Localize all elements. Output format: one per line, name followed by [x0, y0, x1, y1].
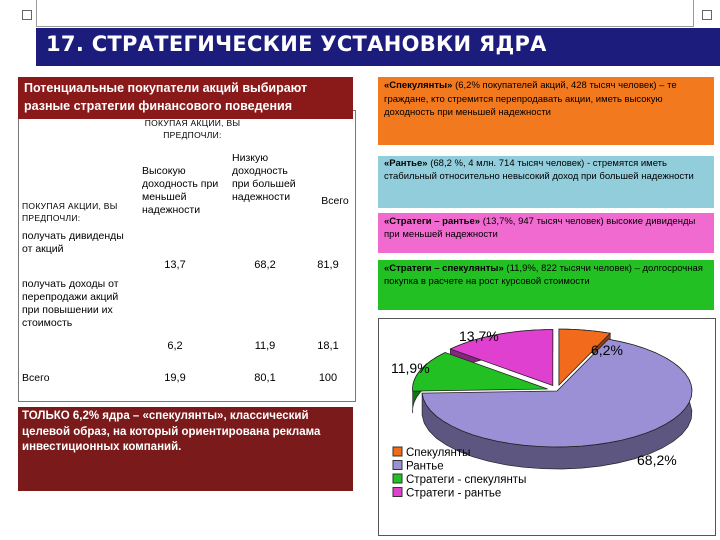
slide-frame [36, 0, 694, 27]
cell-value: 18,1 [317, 340, 339, 352]
legend-swatch [393, 474, 402, 483]
cell-value: 11,9 [254, 340, 276, 352]
col-header-high-yield: Высокую доходность при меньшей надежности [142, 165, 219, 216]
cell-value: 80,1 [254, 372, 276, 384]
cell-value: 13,7 [164, 259, 186, 271]
potential-buyers-header: Потенциальные покупатели акций выбирают разные стратегии финансового поведения [18, 77, 353, 119]
speculators-name: «Спекулянты» [384, 80, 453, 91]
cell-value: 19,9 [164, 372, 186, 384]
rentiers-box [378, 156, 714, 208]
col-header-total: Всего [321, 195, 349, 207]
table-corner-label: ПОКУПАЯ АКЦИИ, ВЫ ПРЕДПОЧЛИ: [22, 201, 118, 223]
legend-swatch [393, 461, 402, 470]
speculators-note: ТОЛЬКО 6,2% ядра – «спекулянты», классический целевой образ, на который ориентирована реклама инвестиционных компаний. [18, 407, 353, 491]
strategists-speculators-text: (11,9%, 822 тысячи человек) – долгосрочная покупка в расчете на рост курсовой стоимости [384, 263, 703, 287]
table-group-label: ПОКУПАЯ АКЦИИ, ВЫ ПРЕДПОЧЛИ: [144, 118, 241, 140]
row-label-resale: получать доходы от перепродажи акций при повышении их стоимость [22, 278, 119, 329]
legend-swatch [393, 488, 402, 497]
speculators-text: (6,2% покупателей акций, 428 тысяч человек) – те граждане, кто стремится перепродавать акции, иметь высокую доходность при меньшей надежности [384, 80, 677, 118]
row-label-total: Всего [22, 372, 50, 384]
row-label-dividends: получать дивиденды от акций [22, 230, 124, 255]
pie-chart [379, 319, 715, 535]
cell-value: 100 [318, 372, 338, 384]
cell-value: 68,2 [254, 259, 276, 271]
pie-data-label: 11,9% [391, 360, 430, 376]
legend-swatch [393, 447, 402, 456]
legend-label: Стратеги - спекулянты [406, 474, 527, 486]
decor-square [22, 10, 32, 20]
rentiers-text: (68,2 %, 4 млн. 714 тысяч человек) - стремятся иметь стабильный относительно невысокий доход при большей надежности [384, 158, 694, 182]
legend-label: Стратеги - рантье [406, 487, 502, 500]
pie-data-label: 13,7% [459, 328, 499, 344]
page-title: 17. СТРАТЕГИЧЕСКИЕ УСТАНОВКИ ЯДРА [46, 32, 547, 56]
speculators-box [378, 77, 714, 145]
pie-chart-frame [378, 318, 716, 536]
rentiers-name: «Рантье» [384, 158, 428, 169]
pie-data-label: 6,2% [591, 342, 623, 358]
strategists-speculators-name: «Стратеги – спекулянты» [384, 263, 504, 274]
strategists-rentiers-name: «Стратеги – рантье» [384, 216, 481, 227]
decor-square [702, 10, 712, 20]
legend-label: Рантье [406, 460, 444, 473]
strategists-rentiers-box [378, 213, 714, 253]
strategists-speculators-box [378, 260, 714, 310]
pie-data-label: 68,2% [637, 452, 677, 468]
col-header-low-yield: Низкую доходность при большей надежности [232, 152, 296, 203]
strategists-rentiers-text: (13,7%, 947 тысяч человек) высокие дивиденды при меньшей надежности [384, 216, 696, 240]
cell-value: 81,9 [317, 259, 339, 271]
cell-value: 6,2 [167, 340, 183, 352]
legend-label: Спекулянты [406, 447, 471, 459]
